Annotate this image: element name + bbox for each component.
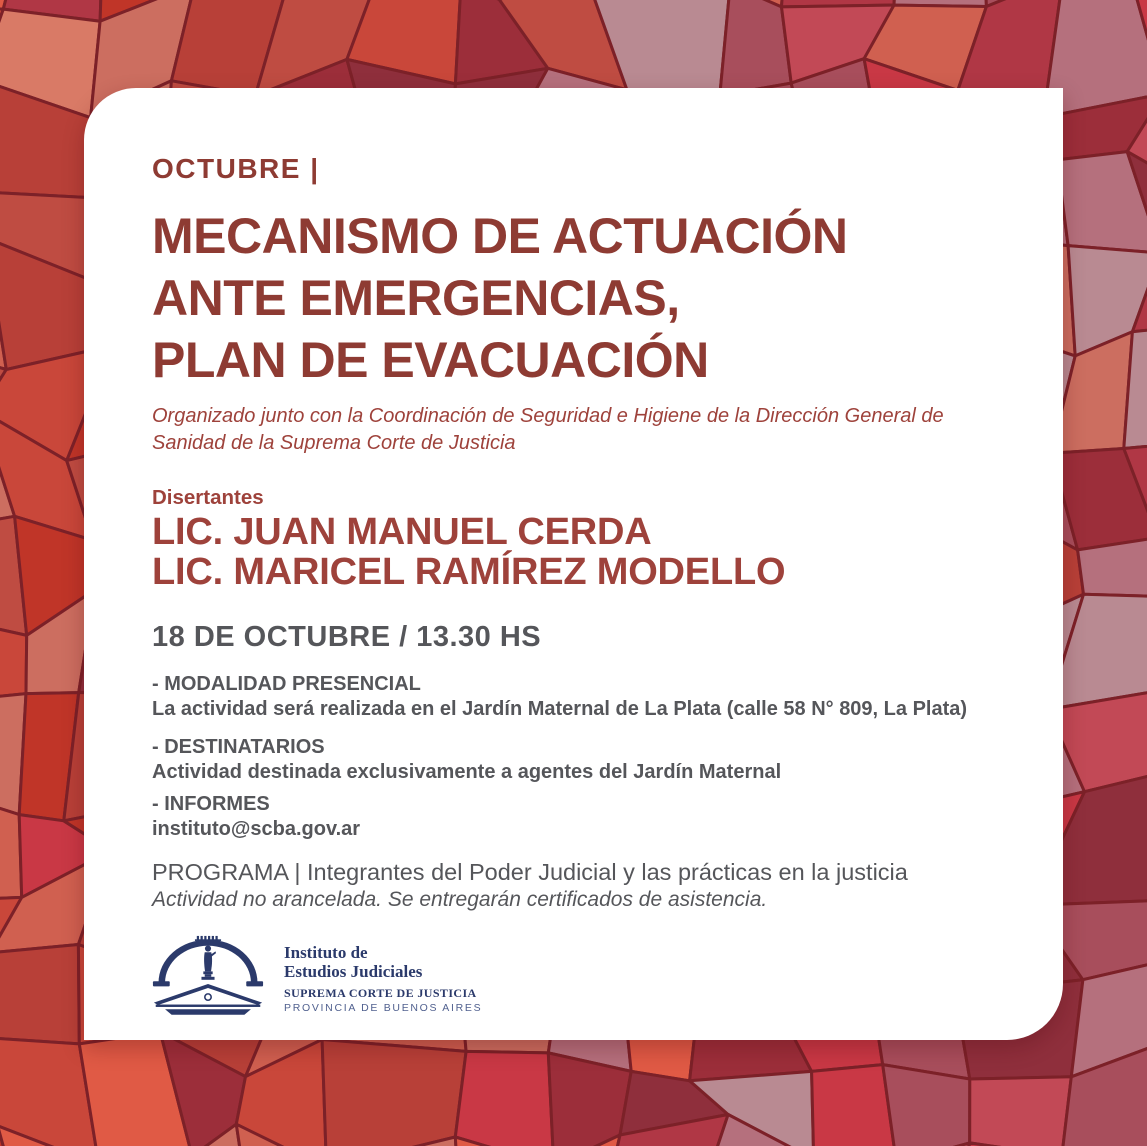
courthouse-dome-icon <box>152 935 264 1019</box>
logo-line-estudios: Estudios Judiciales <box>284 962 423 981</box>
organizer-note-line-1: Organizado junto con la Coordinación de Seguridad e Higiene de la Dirección General de <box>152 405 944 427</box>
flyer-card <box>84 88 1063 1040</box>
event-title-line-3: PLAN DE EVACUACIÓN <box>152 332 709 388</box>
speaker-name: LIC. JUAN MANUEL CERDA <box>152 511 652 553</box>
logo-line-suprema-corte: SUPREMA CORTE DE JUSTICIA <box>284 986 477 1000</box>
program-note: Actividad no arancelada. Se entregarán certificados de asistencia. <box>152 888 768 911</box>
detail-label: - INFORMES <box>152 793 270 815</box>
speaker-names <box>152 512 995 592</box>
organizer-note-line-2: Sanidad de la Suprema Corte de Justicia <box>152 432 516 454</box>
event-datetime: 18 DE OCTUBRE / 13.30 HS <box>152 621 542 653</box>
institute-logo <box>152 935 995 1019</box>
logo-line-instituto: Instituto de <box>284 943 368 962</box>
speaker-name: LIC. MARICEL RAMÍREZ MODELLO <box>152 551 786 593</box>
detail-label: - DESTINATARIOS <box>152 736 325 758</box>
event-title-line-1: MECANISMO DE ACTUACIÓN <box>152 208 848 264</box>
event-title-line-2: ANTE EMERGENCIAS, <box>152 270 680 326</box>
program-line: PROGRAMA | Integrantes del Poder Judicial y las prácticas en la justicia <box>152 859 908 885</box>
detail-informes <box>152 792 995 842</box>
contact-email: instituto@scba.gov.ar <box>152 818 361 840</box>
logo-line-provincia: PROVINCIA DE BUENOS AIRES <box>284 1002 483 1014</box>
detail-text: La actividad será realizada en el Jardín Maternal de La Plata (calle 58 N° 809, La Plata) <box>152 698 968 720</box>
detail-label: - MODALIDAD PRESENCIAL <box>152 673 421 695</box>
month-kicker: OCTUBRE | <box>152 153 320 184</box>
detail-modalidad <box>152 672 995 722</box>
institute-logo-text <box>284 935 482 1015</box>
detail-text: Actividad destinada exclusivamente a agentes del Jardín Maternal <box>152 761 782 783</box>
event-title <box>152 205 995 391</box>
speakers-label: Disertantes <box>152 486 264 509</box>
organizer-note <box>152 403 995 457</box>
detail-destinatarios <box>152 735 995 785</box>
